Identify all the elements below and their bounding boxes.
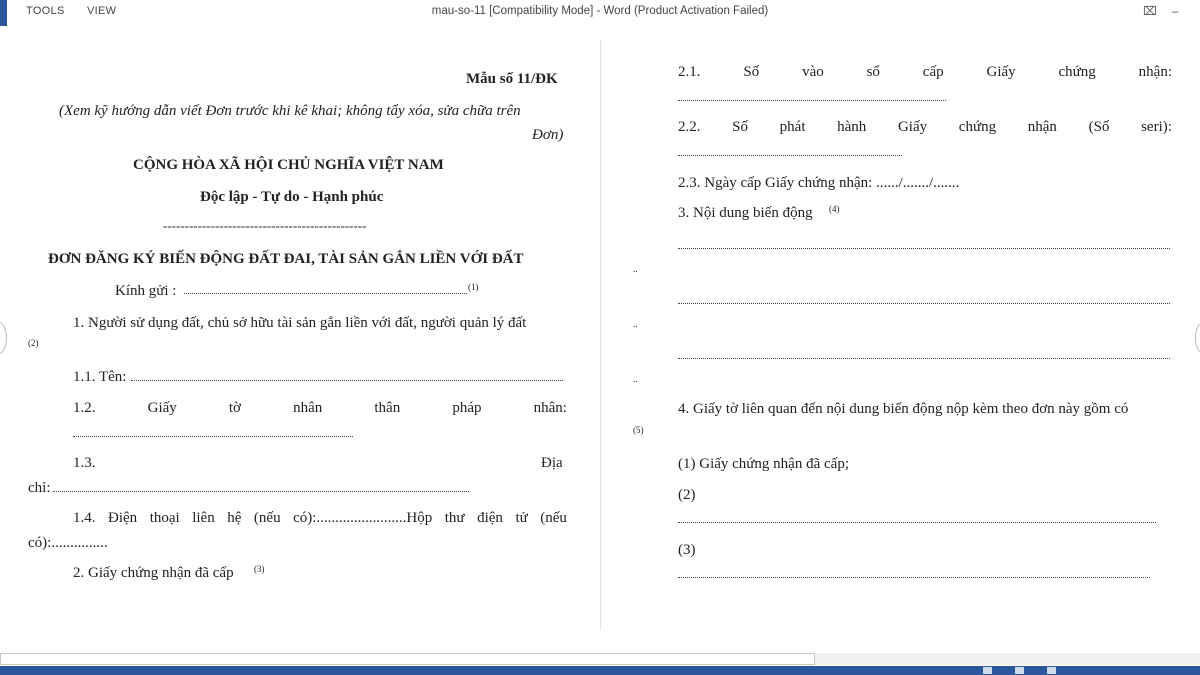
change-content-line-2[interactable] [678, 303, 1170, 304]
attached-doc-2: (2) [678, 487, 696, 503]
word: chứng [958, 119, 997, 135]
item-2-text: 2. Giấy chứng nhận đã cấp [73, 565, 234, 581]
item-4-text: 4. Giấy tờ liên quan đến nội dung biến động nộp kèm theo đơn này gồm có [678, 401, 1129, 417]
margin-dots-2: .. [633, 319, 638, 329]
web-layout-icon[interactable] [1047, 667, 1056, 674]
nation-heading: CỘNG HÒA XÃ HỘI CHỦ NGHĨA VIỆT NAM [133, 157, 444, 173]
ribbon-display-options-icon[interactable]: ⌧ [1143, 4, 1157, 18]
word: điện [477, 510, 503, 526]
item-1-text: 1. Người sử dụng đất, chủ sở hữu tài sản gắn liền với đất, người quản lý đất [73, 315, 527, 331]
item-1-3-number: 1.3. [73, 455, 96, 471]
instruction-line-1: (Xem kỹ hướng dẫn viết Đơn trước khi kê khai; không tẩy xóa, sửa chữa trên [59, 103, 521, 119]
word: Giấy [897, 119, 928, 135]
instruction-line-2: Đơn) [532, 127, 564, 143]
previous-page-edge [0, 322, 7, 354]
register-number-field[interactable] [678, 100, 946, 101]
item-3-note: (4) [829, 204, 840, 214]
word: nhận [1027, 119, 1057, 135]
page-gap [600, 40, 601, 630]
scrollbar-track[interactable] [815, 653, 1200, 665]
separator: ----------------------------------------------- [163, 218, 367, 233]
word: nhân: [533, 400, 567, 416]
word: seri): [1141, 119, 1172, 135]
word: 2.2. [678, 119, 701, 135]
item-1-2-line [73, 400, 567, 417]
word: vào [802, 64, 824, 80]
item-1-3-cont: chỉ: [28, 480, 51, 496]
attached-doc-1: (1) Giấy chứng nhận đã cấp; [678, 456, 849, 472]
word: thư [444, 510, 465, 526]
word: hành [837, 119, 867, 135]
word: 1.4. [73, 510, 96, 526]
word: Giấy [147, 400, 177, 416]
minimize-icon[interactable]: – [1172, 4, 1179, 18]
item-1-1-label: 1.1. Tên: [73, 369, 127, 385]
name-field[interactable] [131, 380, 563, 381]
item-2-2-line [678, 119, 1172, 136]
word: chứng [1058, 64, 1096, 80]
word: tử [515, 510, 528, 526]
word: hệ [227, 510, 242, 526]
horizontal-scrollbar[interactable] [0, 653, 815, 665]
print-layout-icon[interactable] [1015, 667, 1024, 674]
word: pháp [452, 400, 482, 416]
word: nhân [293, 400, 323, 416]
word: cấp [922, 64, 944, 80]
item-1-4-line [73, 510, 567, 527]
recipient-label: Kính gửi : [115, 283, 177, 299]
word: phát [779, 119, 806, 135]
change-content-line-3[interactable] [678, 358, 1170, 359]
window-title: mau-so-11 [Compatibility Mode] - Word (Product Activation Failed) [431, 5, 769, 17]
next-page-edge [1195, 322, 1200, 354]
word: 2.1. [678, 64, 701, 80]
read-mode-icon[interactable] [983, 667, 992, 674]
word: (nếu [253, 510, 281, 526]
item-2-3-text: 2.3. Ngày cấp Giấy chứng nhận: ....../......./....... [678, 175, 960, 191]
serial-number-field[interactable] [678, 155, 902, 156]
word: Số [732, 119, 748, 135]
word: thân [374, 400, 401, 416]
word: liên [192, 510, 215, 526]
word: thoại [149, 510, 180, 526]
form-title: ĐƠN ĐĂNG KÝ BIẾN ĐỘNG ĐẤT ĐAI, TÀI SẢN GẮN LIỀN VỚI ĐẤT [48, 251, 524, 267]
item-1-3-word: Địa [541, 455, 563, 471]
attached-doc-3: (3) [678, 542, 696, 558]
word: Giấy [986, 64, 1016, 80]
motto: Độc lập - Tự do - Hạnh phúc [200, 189, 384, 205]
recipient-field[interactable] [184, 293, 467, 294]
tab-tools[interactable]: TOOLS [26, 5, 65, 17]
item-4-note: (5) [633, 425, 644, 435]
item-2-1-line [678, 64, 1172, 81]
word: nhận: [1138, 64, 1172, 80]
address-field[interactable] [53, 491, 469, 492]
recipient-note: (1) [468, 282, 479, 292]
title-bar [0, 0, 1200, 26]
word: 1.2. [73, 400, 96, 416]
item-3-text: 3. Nội dung biến động [678, 205, 813, 221]
word: tờ [228, 400, 241, 416]
word: có):........................Hộp [293, 510, 433, 526]
word: (Số [1088, 119, 1110, 135]
word: Điện [108, 510, 138, 526]
tab-view[interactable]: VIEW [87, 5, 117, 17]
word: Số [743, 64, 760, 80]
form-number: Mẫu số 11/ĐK [466, 71, 558, 87]
attached-doc-2-field[interactable] [678, 522, 1156, 523]
item-1-note: (2) [28, 338, 39, 348]
item-1-4-cont: có):............... [28, 535, 108, 551]
id-document-field[interactable] [73, 436, 353, 437]
item-2-note: (3) [254, 564, 265, 574]
margin-dots-1: .. [633, 264, 638, 274]
change-content-line-1[interactable] [678, 248, 1170, 249]
attached-doc-3-field[interactable] [678, 577, 1150, 578]
margin-dots-3: .. [633, 374, 638, 384]
word: (nếu [540, 510, 567, 526]
word: sổ [866, 64, 880, 80]
